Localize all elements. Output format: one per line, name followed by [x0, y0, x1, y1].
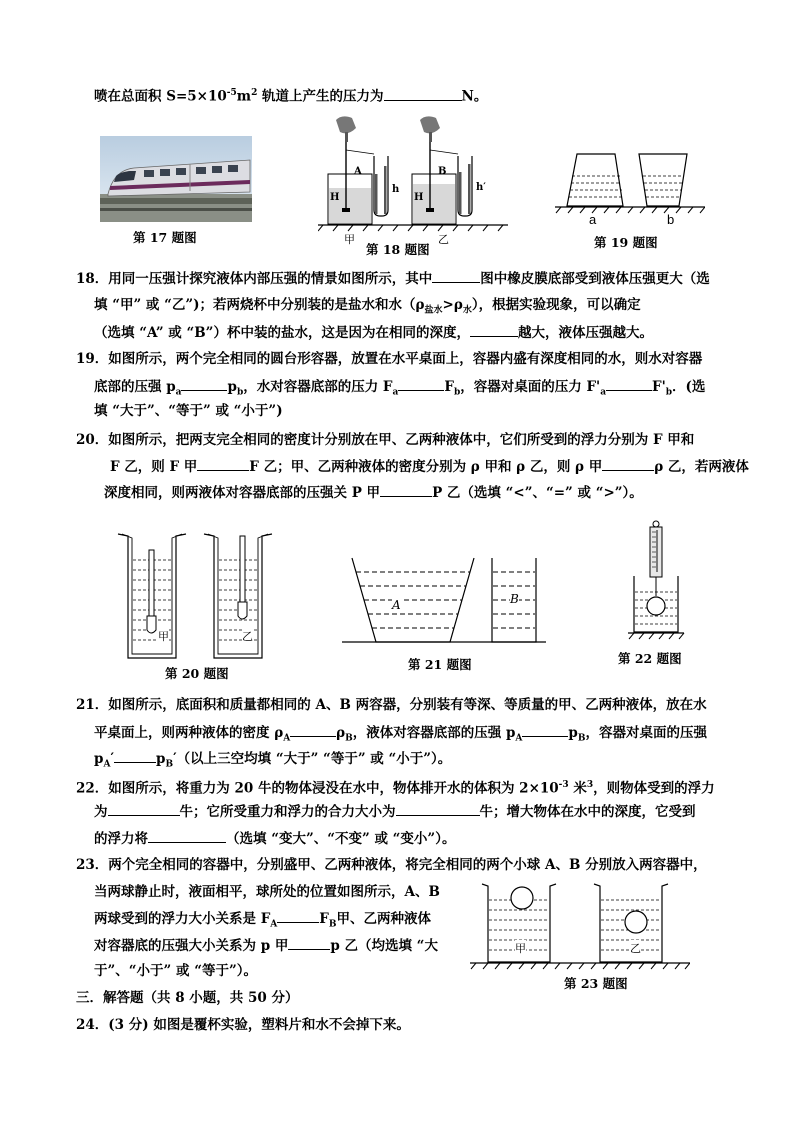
answer-blank[interactable] — [288, 935, 330, 950]
fig22-spring-scale — [626, 520, 686, 646]
answer-blank[interactable] — [398, 376, 444, 391]
answer-blank[interactable] — [108, 801, 180, 816]
fig18-label-yi: 乙 — [438, 233, 449, 246]
fig18-caption: 第 18 题图 — [366, 242, 430, 257]
fig18-label-A: A — [354, 166, 362, 177]
fig23-label-yi: 乙 — [630, 942, 641, 955]
answer-blank[interactable] — [470, 322, 518, 337]
answer-blank[interactable] — [522, 722, 568, 737]
fig19-label-b: b — [667, 212, 675, 227]
fig17-caption: 第 17 题图 — [133, 230, 197, 245]
answer-blank[interactable] — [148, 828, 226, 843]
fig23-balls-in-containers — [470, 882, 690, 974]
q19-line2: 底部的压强 $p_a$ $p_b$，水对容器底部的压力 $F_a$ $F_b$，容器对桌面的压力 $F'_a$ $F'_b$．(选 — [94, 376, 705, 403]
q18-line2: 填 “甲” 或 “乙”)；若两烧杯中分别装的是盐水和水$(\rho_{盐水}>\rho_水)$，根据实验现象，可以确定 — [94, 297, 641, 316]
section3-heading: 三．解答题（共 8 小题，共 50 分） — [76, 990, 299, 1006]
answer-blank[interactable] — [432, 268, 480, 283]
q21-line2: 平桌面上，则两种液体的密度 $\rho_A$ $\rho_B$，液体对容器底部的压强 $p_A$ $p_B$，容器对桌面的压强 — [94, 722, 707, 749]
q22-line2: 为 牛；它所受重力和浮力的合力大小为 牛；增大物体在水中的深度，它受到 — [94, 801, 696, 822]
answer-blank[interactable] — [181, 376, 227, 391]
q21-line1: 21．如图所示，底面积和质量都相同的 A、B 两容器，分别装有等深、等质量的甲、乙两种液体，放在水 — [76, 697, 707, 713]
q23-line3: 两球受到的浮力大小关系是 $F_A$ $F_B$甲、乙两种液体 — [94, 908, 431, 935]
q23-line2: 当两球静止时，液面相平，球所处的位置如图所示，A、B — [94, 884, 440, 900]
fig21-containers — [340, 552, 546, 646]
fig21-label-A: A — [392, 598, 401, 612]
q20-line2: F 乙，则 F 甲 F 乙；甲、乙两种液体的密度分别为 ρ 甲和 ρ 乙，则 ρ 甲 ρ 乙，若两液体 — [110, 456, 749, 477]
answer-blank[interactable] — [114, 748, 156, 763]
q19-line1: 19．如图所示，两个完全相同的圆台形容器，放置在水平桌面上，容器内盛有深度相同的水，则水对容器 — [76, 351, 703, 367]
q23-line5: 于”、“小于” 或 “等于”）。 — [94, 963, 257, 979]
fig19-label-a: a — [589, 212, 597, 227]
answer-blank[interactable] — [606, 376, 652, 391]
fig18-pressure-gauge — [318, 114, 508, 246]
q24-line1: 24．(3 分) 如图是覆杯实验，塑料片和水不会掉下来。 — [76, 1017, 410, 1033]
fig20-caption: 第 20 题图 — [165, 666, 229, 681]
q21-line3: $p_A'$ $p_B'$（以上三空均填 “大于” “等于” 或 “小于”）。 — [94, 748, 451, 775]
q18-line3: （选填 “A” 或 “B”）杯中装的盐水，这是因为在相同的深度， 越大，液体压强越大。 — [94, 322, 653, 343]
q18-line1: 18．用同一压强计探究液体内部压强的情景如图所示，其中 图中橡皮膜底部受到液体压强更大（选 — [76, 268, 710, 289]
fig22-caption: 第 22 题图 — [618, 651, 682, 666]
q23-line1: 23．两个完全相同的容器中，分别盛甲、乙两种液体，将完全相同的两个小球 A、B 分别放入两容器中， — [76, 857, 707, 873]
q22-line3: 的浮力将 （选填 “变大”、“不变” 或 “变小”）。 — [94, 828, 455, 849]
fig21-label-B: B — [510, 592, 519, 606]
answer-blank[interactable] — [602, 456, 654, 471]
fig23-caption: 第 23 题图 — [564, 976, 628, 991]
fig19-caption: 第 19 题图 — [594, 235, 658, 250]
fig17-train-photo — [100, 136, 252, 222]
fig18-label-H1: H — [330, 192, 340, 203]
q20-line3: 深度相同，则两液体对容器底部的压强关 P 甲 P 乙（选填 “<”、“=” 或 “>”）。 — [104, 482, 643, 503]
fig18-label-h1: h — [392, 184, 400, 195]
fig20-label-jia: 甲 — [158, 630, 169, 643]
q20-line1: 20．如图所示，把两支完全相同的密度计分别放在甲、乙两种液体中，它们所受到的浮力分别为 F 甲和 — [76, 432, 695, 448]
fig18-label-h2: h′ — [476, 182, 486, 193]
answer-blank[interactable] — [197, 456, 249, 471]
answer-blank[interactable] — [277, 908, 319, 923]
answer-blank[interactable] — [290, 722, 336, 737]
q17-tail-line: 喷在总面积 $S=5\times 10^{-5}m^2$ 轨道上产生的压力为 N。 — [94, 83, 487, 107]
answer-blank[interactable] — [384, 86, 462, 101]
answer-blank[interactable] — [396, 801, 480, 816]
fig18-label-B: B — [438, 166, 447, 177]
fig19-containers — [555, 150, 705, 232]
q22-line1: 22．如图所示，将重力为 20 牛的物体浸没在水中，物体排开水的体积为 $2\times 10^{-3}$ 米$^3$，则物体受到的浮力 — [76, 780, 715, 797]
q23-line4: 对容器底的压强大小关系为 p 甲 p 乙（均选填 “大 — [94, 935, 438, 956]
fig20-hydrometers — [116, 530, 276, 662]
fig18-label-jia: 甲 — [344, 233, 355, 246]
q19-line3: 填 “大于”、“等于” 或 “小于”) — [94, 403, 283, 419]
fig20-label-yi: 乙 — [242, 630, 253, 643]
fig21-caption: 第 21 题图 — [408, 657, 472, 672]
fig23-label-jia: 甲 — [515, 942, 526, 955]
answer-blank[interactable] — [380, 482, 432, 497]
fig18-label-H2: H — [414, 192, 424, 203]
